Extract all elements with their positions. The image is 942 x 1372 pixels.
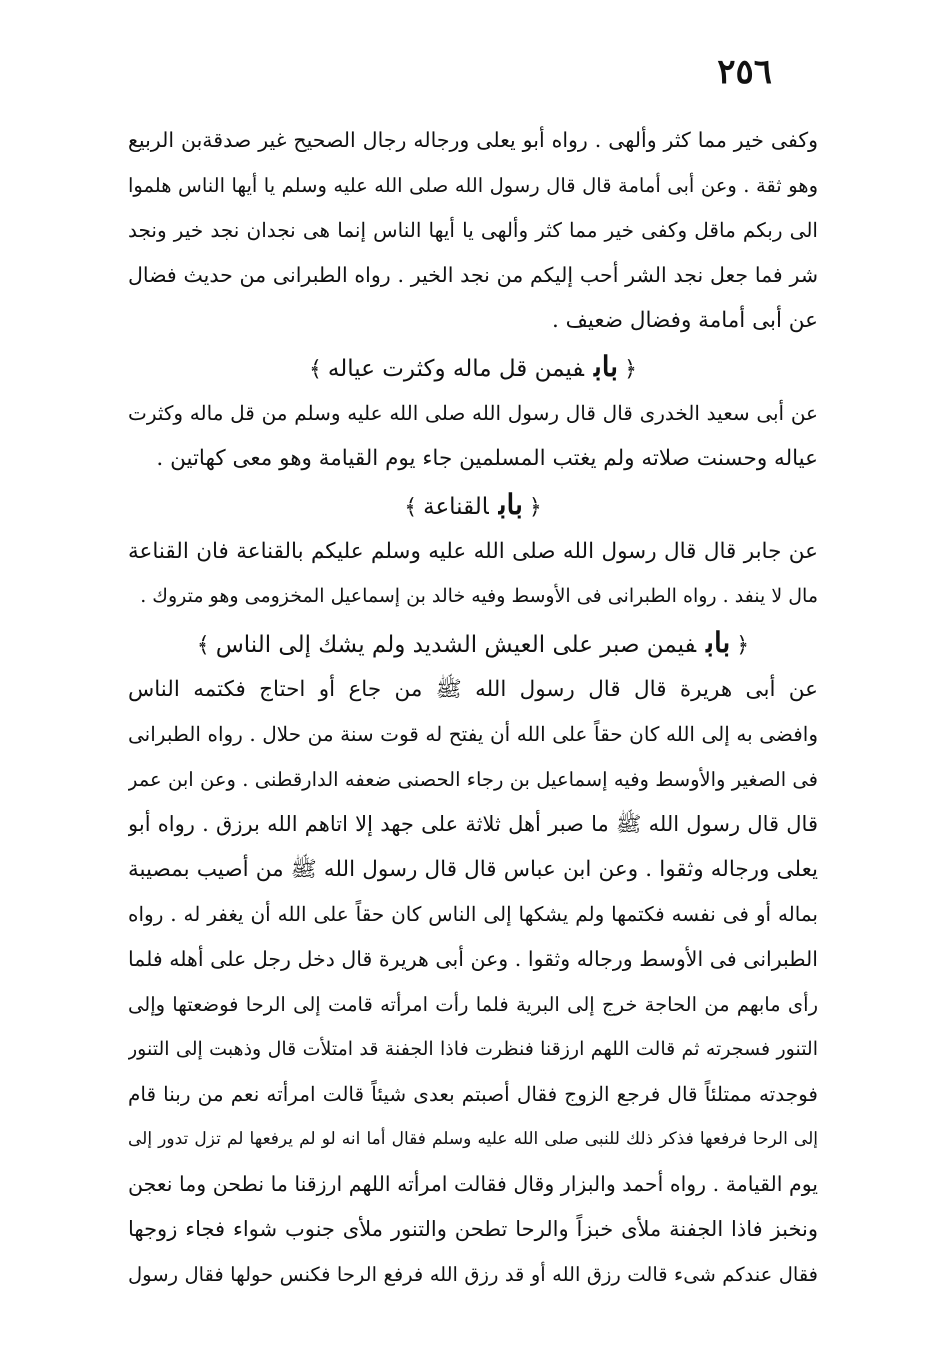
section-heading	[128, 619, 818, 667]
text-line: وافضى به إلى الله كان حقاً على الله أن يفتح له قوت سنة من حلال . رواه الطبرانى	[128, 722, 818, 746]
heading-open-bracket: ﴿	[736, 633, 750, 658]
text-line: التنور فسجرته ثم قالت اللهم ارزقنا فنظرت فاذا الجفنة قد امتلأت قال وذهبت إلى التنور	[128, 1038, 818, 1060]
text-line: وكفى خير مما كثر وألهى . رواه أبو يعلى ورجاله رجال الصحيح غير صدقةبن الربيع	[128, 128, 818, 152]
page-number: ٢٥٦	[717, 52, 772, 92]
text-line: ونخبز فاذا الجفنة ملأى خبزاً والرحا تطحن والتنور ملأى جنوب شواء فجاء زوجها	[128, 1217, 818, 1241]
text-line: فوجدته ممتلئاً قال فرجع الزوج فقال أصبتم بعدى شيئاً قالت امرأته نعم من ربنا قام	[128, 1082, 818, 1106]
heading-open-bracket: ﴿	[624, 357, 637, 382]
text-line: شر فما جعل نجد الشر أحب إليكم من نجد الخير . رواه الطبرانى من حديث فضال	[128, 263, 818, 287]
heading-close-bracket: ﴾	[404, 495, 418, 520]
text-line: عن أبى سعيد الخدرى قال قال رسول الله صلى الله عليه وسلم من قل ماله وكثرت	[128, 401, 818, 425]
text-line: فقال عندكم شىء قالت رزق الله أو قد رزق الله فرفع الرحا فكنس حولها فقال رسول	[128, 1263, 818, 1286]
text-line: عن أبى هريرة قال قال رسول الله ﷺ من جاع أو احتاج فكتمه الناس	[128, 677, 818, 702]
text-line: قال قال رسول الله ﷺ ما صبر أهل ثلاثة على جهد إلا اتاهم الله برزق . رواه أبو	[128, 812, 818, 836]
text-line: عن أبى أمامة وفضال ضعيف .	[551, 308, 818, 333]
heading-bab-word: باب	[498, 488, 523, 521]
heading-bab-word: باب	[593, 350, 619, 383]
text-line: فى الصغير والأوسط وفيه إسماعيل بن رجاء الحصنى ضعفه الدارقطنى . وعن ابن عمر	[128, 768, 818, 791]
text-line: الى ربكم ماقل وكفى خير مما كثر وألهى يا أيها الناس إنما هى نجدان نجد خير ونجد	[128, 218, 818, 242]
section-heading	[128, 481, 818, 529]
page-text	[128, 118, 818, 1297]
text-line: رأى مابهم من الحاجة خرج إلى البرية فلما رأت امرأته قامت إلى الرحا فوضعتها وإلى	[128, 993, 818, 1016]
text-line: يوم القيامة . رواه أحمد والبزار وقال فقالت امرأته اللهم ارزقنا ما نطحن وما نعجن	[128, 1172, 818, 1196]
text-line: مال لا ينفد . رواه الطبرانى فى الأوسط وفيه خالد بن إسماعيل المخزومى وهو متروك .	[140, 585, 818, 607]
heading-title: فيمن صبر على العيش الشديد ولم يشك إلى الناس	[215, 632, 697, 658]
text-line: يعلى ورجاله وثقوا . وعن ابن عباس قال قال رسول الله ﷺ من أصيب بمصيبة	[128, 857, 818, 882]
text-line: إلى الرحا فرفعها فذكر ذلك للنبى صلى الله عليه وسلم فقال أما انه لو لم يرفعها لم تزل تدور إلى	[128, 1129, 818, 1149]
heading-open-bracket: ﴿	[528, 495, 542, 520]
text-line: بماله أو فى نفسه فكتمها ولم يشكها إلى الناس كان حقاً على الله أن يغفر له . رواه	[128, 902, 818, 926]
text-line: عياله وحسنت صلاته ولم يغتب المسلمين جاء يوم القيامة وهو معى كهاتين .	[156, 446, 818, 471]
heading-close-bracket: ﴾	[309, 357, 322, 382]
text-line: عن جابر قال قال رسول الله صلى الله عليه وسلم عليكم بالقناعة فان القناعة	[128, 539, 818, 564]
text-line: الطبرانى فى الأوسط ورجاله وثقوا . وعن أبى هريرة قال دخل رجل على أهله فلما	[128, 947, 818, 971]
heading-title: فيمن قل ماله وكثرت عياله	[327, 356, 584, 382]
heading-title: القناعة	[423, 494, 489, 520]
heading-close-bracket: ﴾	[196, 633, 210, 658]
text-line: وهو ثقة . وعن أبى أمامة قال قال رسول الله صلى الله عليه وسلم يا أيها الناس هلموا	[128, 174, 818, 197]
section-heading	[128, 343, 818, 391]
heading-bab-word: باب	[706, 626, 731, 659]
